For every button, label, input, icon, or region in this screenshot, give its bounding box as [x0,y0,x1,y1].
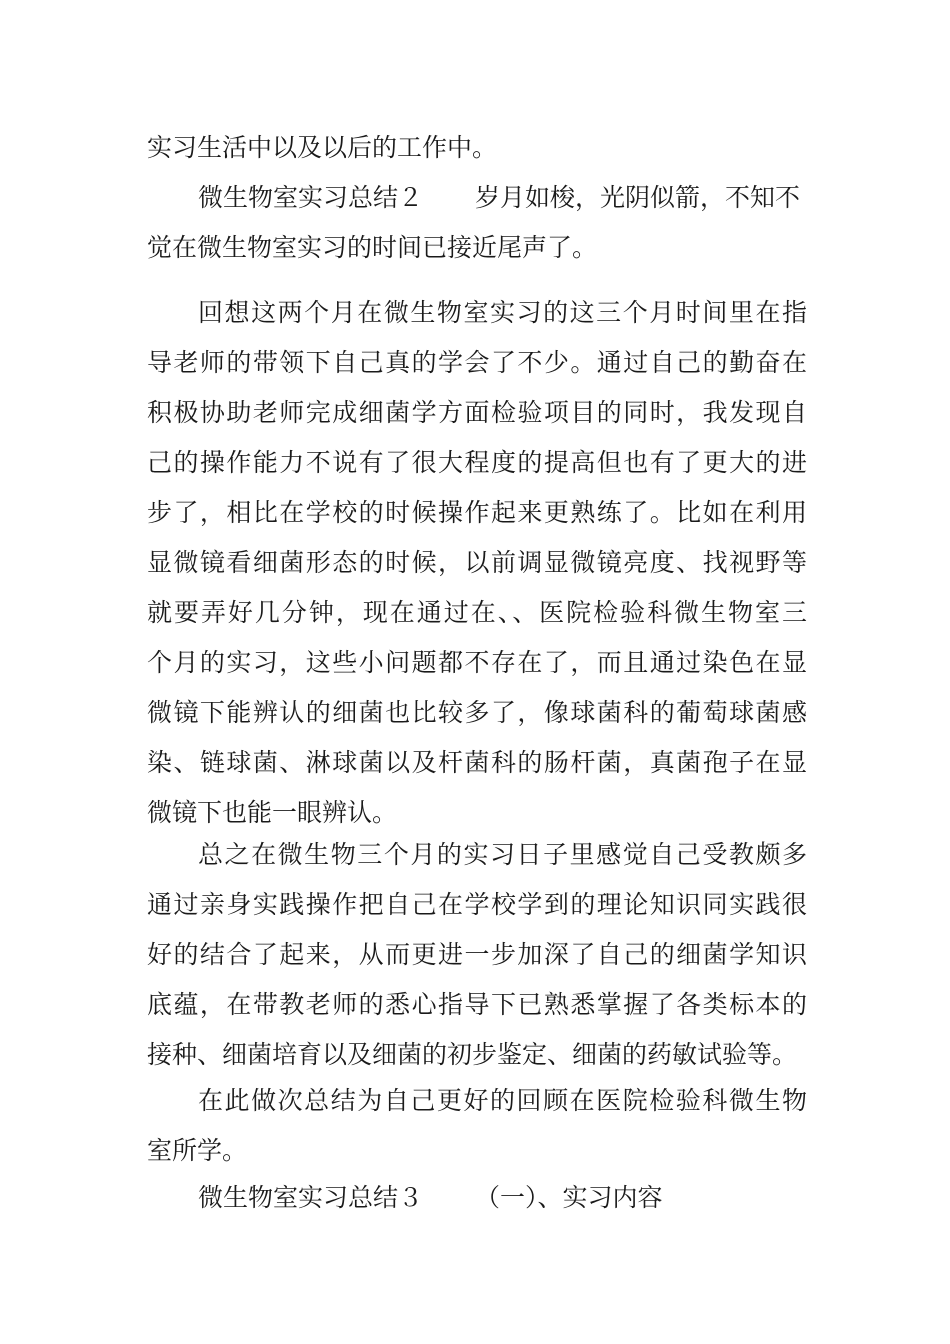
section-3-title: 微生物室实习总结３ [198,1183,424,1212]
text-line: 微镜下能辨认的细菌也比较多了，像球菌科的葡萄球菌感 [147,698,807,727]
paragraph-start-line: 总之在微生物三个月的实习日子里感觉自己受教颇多 [198,840,807,869]
text-line: 步了，相比在学校的时候操作起来更熟练了。比如在利用 [147,498,807,527]
section-2-text: 岁月如梭，光阴似箭，不知不 [475,183,801,212]
section-2-heading-line [198,180,807,216]
section-2-title: 微生物室实习总结２ [198,183,424,212]
section-3-text: （一）、实习内容 [475,1183,663,1212]
text-line: 个月的实习，这些小问题都不存在了，而且通过染色在显 [147,648,807,677]
section-3-heading-line [198,1180,807,1216]
paragraph-start-line: 回想这两个月在微生物室实习的这三个月时间里在指 [198,298,807,327]
paragraph-start-line: 在此做次总结为自己更好的回顾在医院检验科微生物 [198,1086,807,1115]
text-line: 染、链球菌、淋球菌以及杆菌科的肠杆菌，真菌孢子在显 [147,748,807,777]
text-line: 接种、细菌培育以及细菌的初步鉴定、细菌的药敏试验等。 [147,1040,798,1069]
text-line: 积极协助老师完成细菌学方面检验项目的同时，我发现自 [147,398,807,427]
text-line: 己的操作能力不说有了很大程度的提高但也有了更大的进 [147,448,807,477]
text-line: 底蕴，在带教老师的悉心指导下已熟悉掌握了各类标本的 [147,990,807,1019]
text-line: 显微镜看细菌形态的时候，以前调显微镜亮度、找视野等 [147,548,807,577]
text-line: 导老师的带领下自己真的学会了不少。通过自己的勤奋在 [147,348,807,377]
text-line: 实习生活中以及以后的工作中。 [147,133,498,162]
text-line: 好的结合了起来，从而更进一步加深了自己的细菌学知识 [147,940,807,969]
text-line: 就要弄好几分钟，现在通过在、、医院检验科微生物室三 [147,598,807,627]
text-line: 通过亲身实践操作把自己在学校学到的理论知识同实践很 [147,890,807,919]
text-line: 觉在微生物室实习的时间已接近尾声了。 [147,233,598,262]
text-line: 室所学。 [147,1136,248,1165]
text-line: 微镜下也能一眼辨认。 [147,798,398,827]
